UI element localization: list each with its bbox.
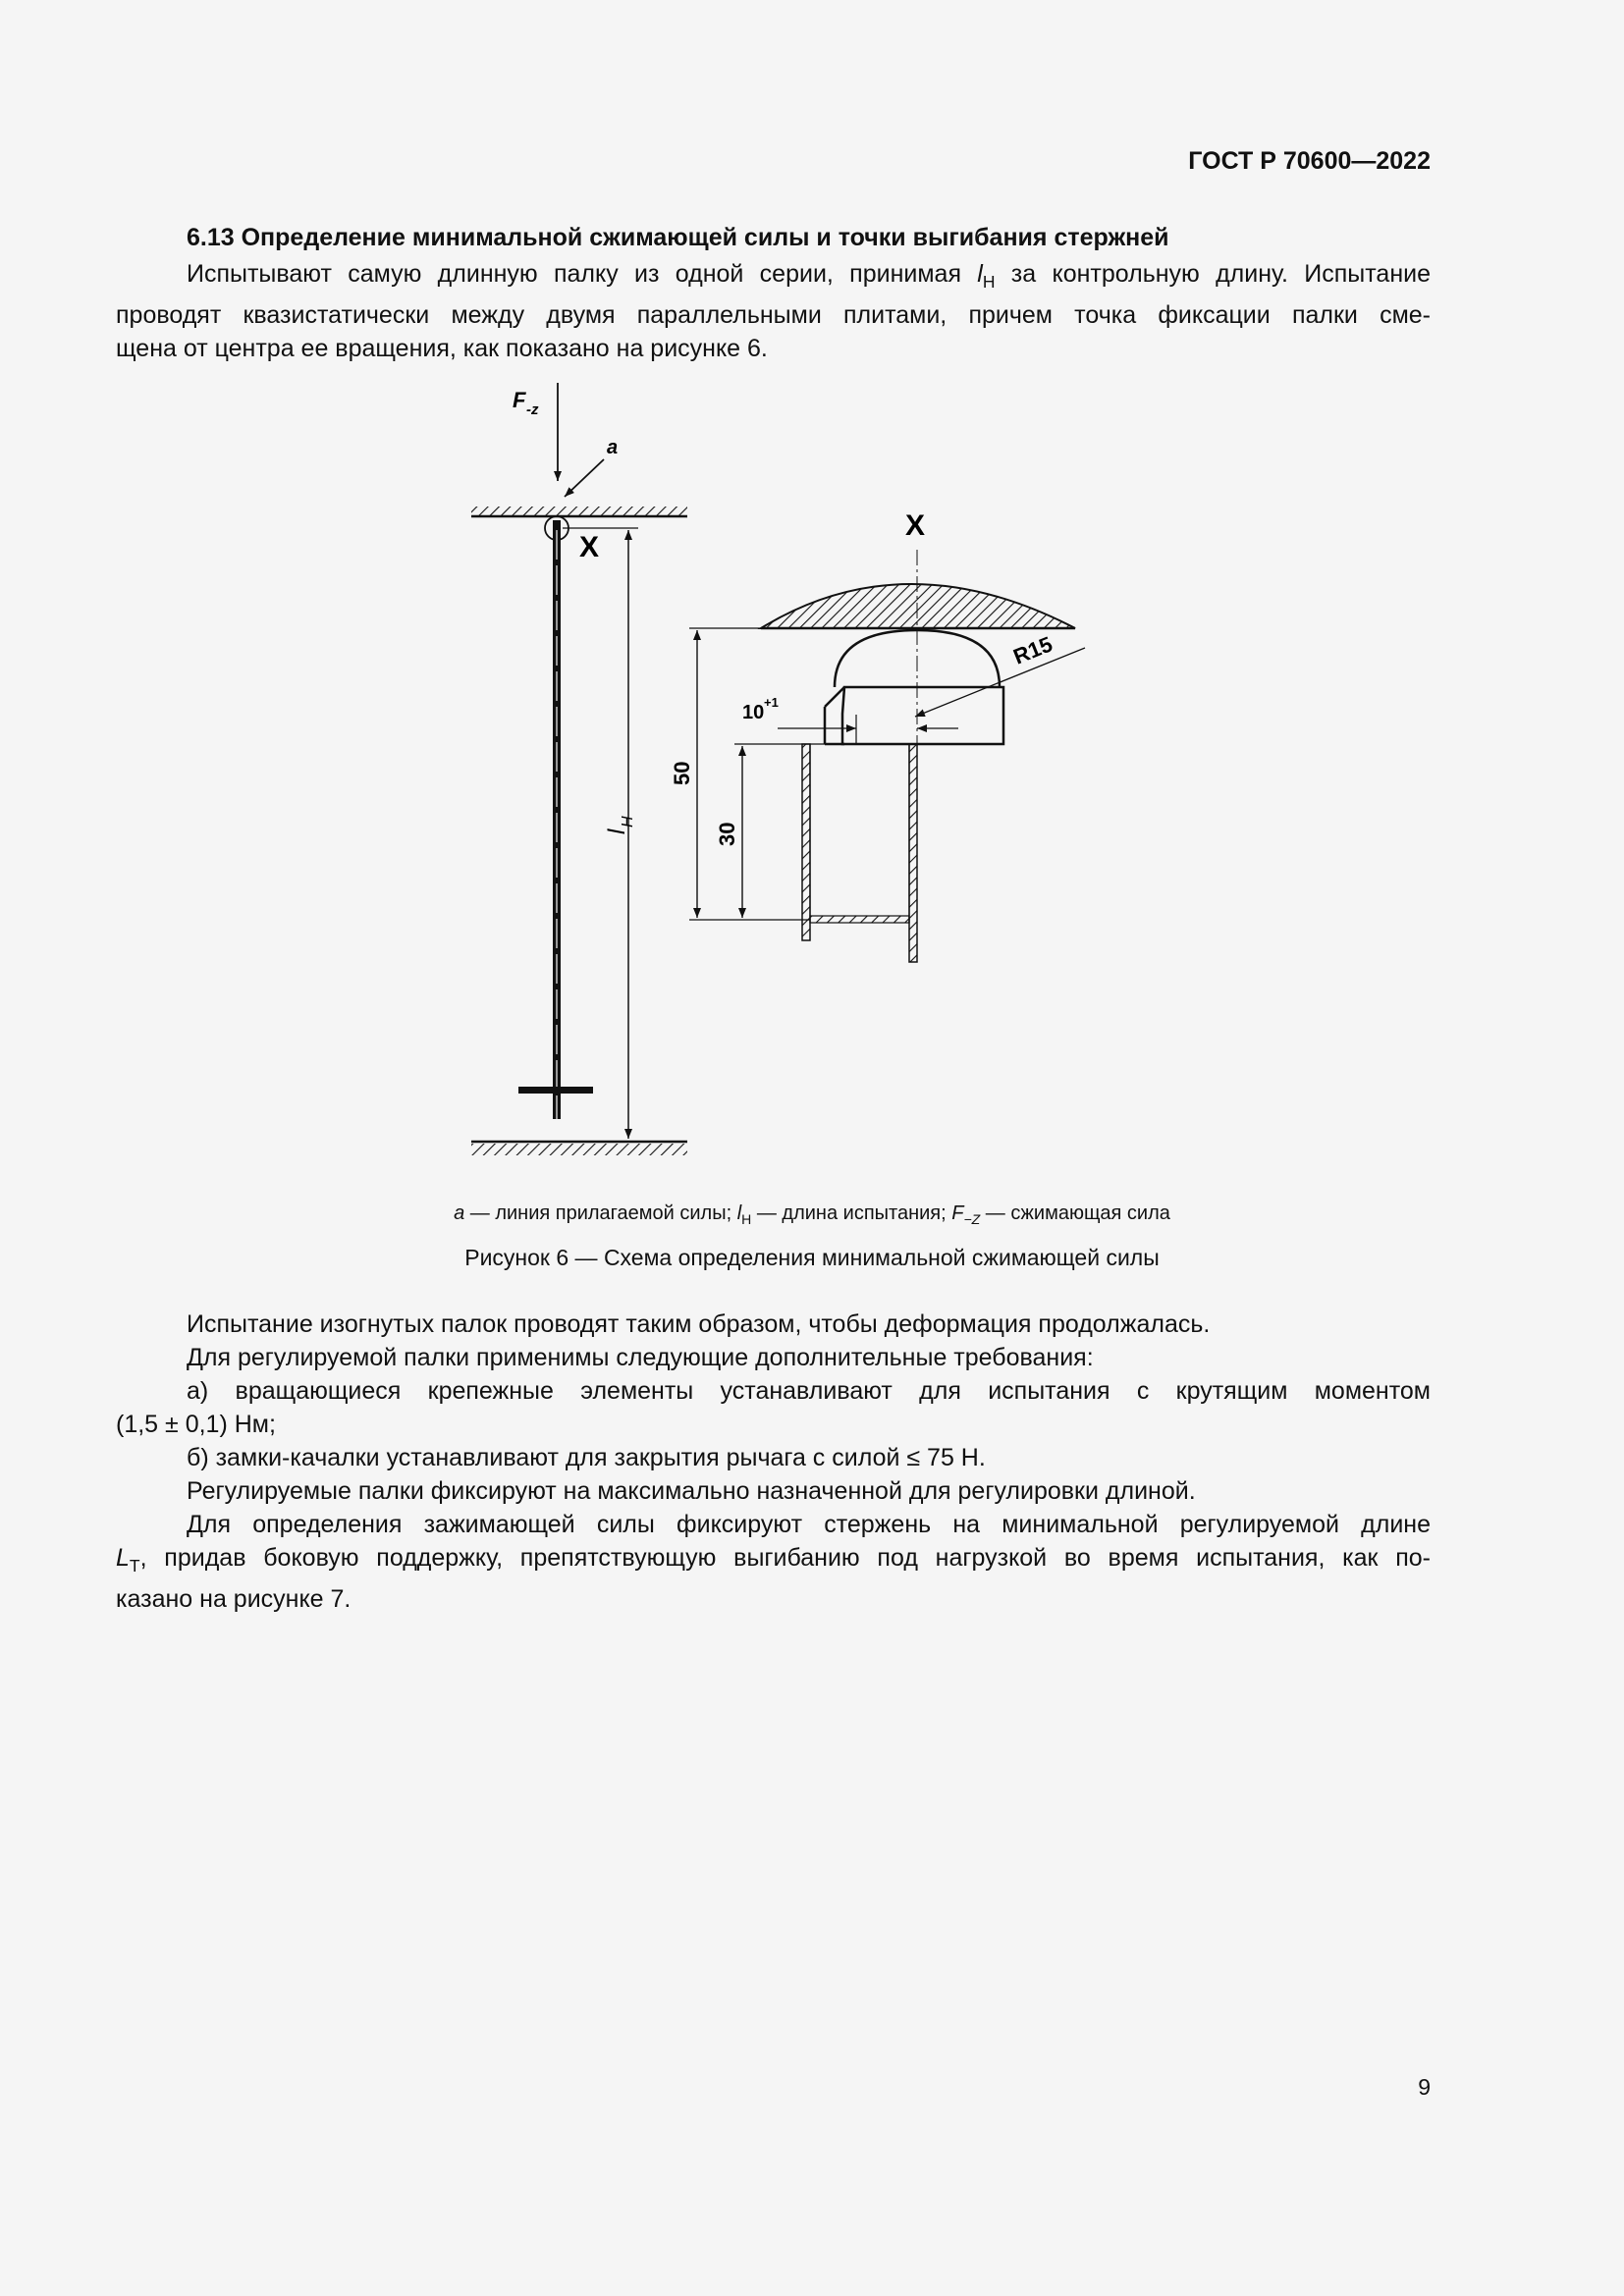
offset-dimension-tolerance: +1 <box>764 695 779 710</box>
detail-top-plate <box>761 584 1075 628</box>
force-label: F <box>513 388 526 412</box>
force-label-subscript: -z <box>526 401 539 418</box>
symbol-lt: L <box>116 1544 130 1572</box>
intro-text-2: проводят квазистатически между двумя параллельными плитами, причем точка фиксации палки сме- <box>116 301 1431 329</box>
section-title: 6.13 Определение минимальной сжимающей силы и точки выгибания стержней <box>187 224 1169 251</box>
radius-leader <box>915 648 1085 717</box>
body-paragraphs <box>116 1308 1431 1616</box>
legend-f-subscript: −Z <box>963 1211 981 1227</box>
detail-x-label-left: X <box>579 531 600 563</box>
intro-text-3: щена от центра ее вращения, как показано на рисунке 6. <box>116 335 768 362</box>
legend-l-subscript: Н <box>741 1211 752 1227</box>
dimension-50-label: 50 <box>670 761 694 785</box>
detail-x-label-right: X <box>905 509 926 542</box>
dimension-30 <box>734 744 825 918</box>
intro-paragraph <box>116 257 1431 365</box>
intro-text-1b: за контрольную длину. Испытание <box>995 260 1431 288</box>
length-label: l <box>604 828 630 834</box>
body-p3a: а) вращающиеся крепежные элементы устанавливают для испытания с крутящим моментом <box>187 1377 1431 1405</box>
dimension-30-label: 30 <box>715 822 739 846</box>
body-p3b: (1,5 ± 0,1) Нм; <box>116 1411 276 1438</box>
document-code: ГОСТ Р 70600—2022 <box>1188 147 1431 175</box>
legend-f: F <box>951 1202 964 1224</box>
body-p6a: Для определения зажимающей силы фиксируют стержень на минимальной регулируемой длине <box>187 1511 1431 1538</box>
body-p6b: , придав боковую поддержку, препятствующую выгибанию под нагрузкой во время испытания, как по- <box>139 1544 1431 1572</box>
figure-caption: Рисунок 6 — Схема определения минимальной сжимающей силы <box>464 1245 1160 1270</box>
force-line-pointer <box>565 459 604 497</box>
offset-dimension-label: 10 <box>742 702 765 723</box>
legend-f-text: — сжимающая сила <box>980 1202 1170 1224</box>
radius-label: R15 <box>1009 631 1056 669</box>
legend-a-text: — линия прилагаемой силы; <box>464 1202 737 1224</box>
body-p4: б) замки-качалки устанавливают для закрытия рычага с силой ≤ 75 Н. <box>187 1444 986 1471</box>
legend-l-text: — длина испытания; <box>751 1202 952 1224</box>
subscript-t: T <box>129 1556 140 1575</box>
dimension-50 <box>689 628 810 920</box>
length-label-subscript: Н <box>620 816 636 828</box>
bottom-plate <box>471 1142 687 1155</box>
legend-a: a <box>454 1202 465 1224</box>
figure-6-diagram <box>432 373 1198 1178</box>
detail-tube <box>802 744 917 962</box>
figure-legend <box>0 1202 1624 1227</box>
body-p5: Регулируемые палки фиксируют на максимально назначенной для регулировки длиной. <box>187 1477 1196 1505</box>
legend-l: l <box>736 1202 742 1224</box>
body-p1: Испытание изогнутых палок проводят таким образом, чтобы деформация продолжалась. <box>187 1310 1211 1338</box>
label-a: a <box>607 437 619 458</box>
page-number: 9 <box>1418 2074 1431 2100</box>
symbol-l: l <box>977 260 983 288</box>
detail-block <box>842 687 1003 744</box>
walking-stick <box>518 520 593 1119</box>
top-plate <box>471 507 687 516</box>
body-p6c: казано на рисунке 7. <box>116 1585 352 1613</box>
body-p2: Для регулируемой палки применимы следующие дополнительные требования: <box>187 1344 1094 1371</box>
intro-text-1a: Испытывают самую длинную палку из одной серии, принимая <box>187 260 978 288</box>
subscript-h: Н <box>982 272 996 292</box>
